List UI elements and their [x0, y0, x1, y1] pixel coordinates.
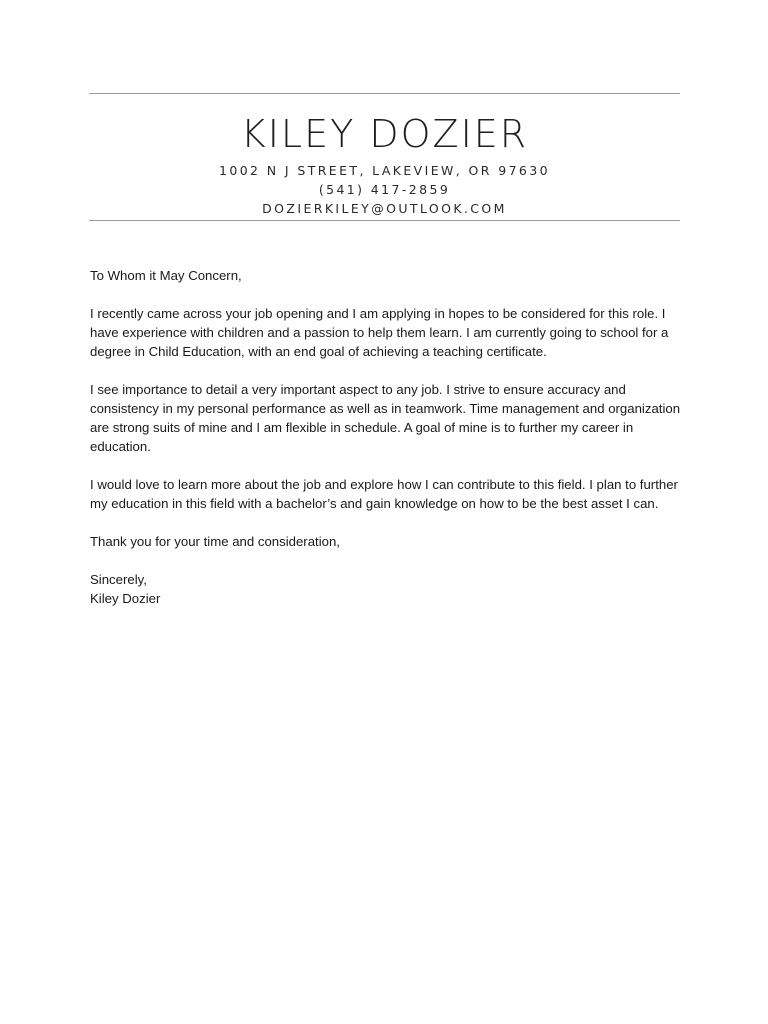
sender-email: DOZIERKILEY@OUTLOOK.COM: [262, 201, 507, 216]
sender-name: KILEY DOZIER: [240, 112, 529, 156]
header-top-divider: [89, 93, 680, 94]
closing-block: [90, 570, 685, 608]
body-paragraph-2: I see importance to detail a very important aspect to any job. I strive to ensure accuracy and consistency in my personal performance as well as in teamwork. Time management and organization are strong suits of mine and I am flexible in schedule. A goal of mine is to further my career in education.: [90, 382, 681, 454]
body-paragraph-1: I recently came across your job opening and I am applying in hopes to be considered for this role. I have experience with children and a passion to help them learn. I am currently going to school for a degree in Child Education, with an end goal of achieving a teaching certificate.: [90, 306, 669, 359]
letterhead: [89, 108, 680, 218]
sender-phone: (541) 417-2859: [318, 182, 451, 197]
signature: Kiley Dozier: [90, 591, 161, 606]
body-paragraph-3: I would love to learn more about the job and explore how I can contribute to this field. I plan to further my education in this field with a bachelor’s and gain knowledge on how to be the best asset I can.: [90, 477, 678, 511]
salutation: To Whom it May Concern,: [90, 268, 242, 283]
sender-address: 1002 N J STREET, LAKEVIEW, OR 97630: [218, 163, 550, 178]
thanks-line: Thank you for your time and consideration,: [90, 534, 340, 549]
header-bottom-divider: [89, 220, 680, 221]
closing: Sincerely,: [90, 572, 147, 587]
letter-body: [90, 266, 685, 608]
